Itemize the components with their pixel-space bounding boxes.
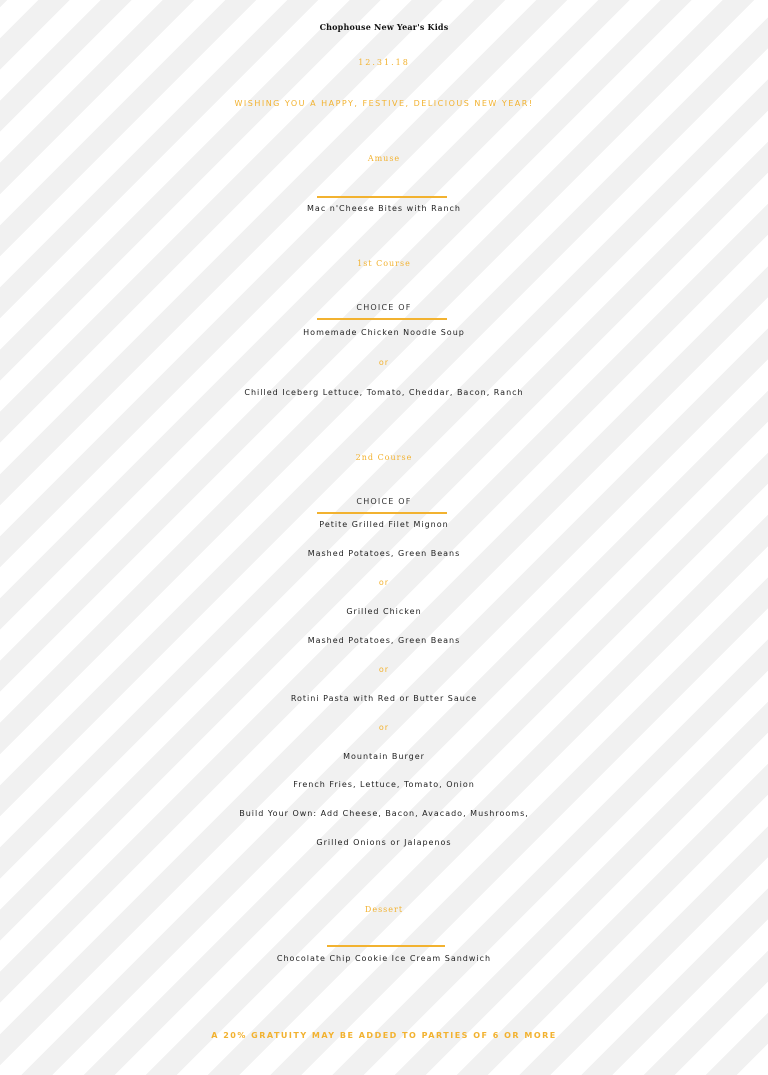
first-course-choice-label: CHOICE OF bbox=[356, 303, 412, 312]
gratuity-note: A 20% GRATUITY MAY BE ADDED TO PARTIES OF 6 OR MORE bbox=[211, 1031, 557, 1040]
second-course-option-1-name: Petite Grilled Filet Mignon bbox=[319, 520, 449, 529]
dessert-heading: Dessert bbox=[364, 905, 404, 914]
first-course-or-1: or bbox=[378, 358, 390, 367]
amuse-underline bbox=[317, 196, 447, 198]
second-course-option-4-build-1: Build Your Own: Add Cheese, Bacon, Avacado, Mushrooms, bbox=[239, 809, 529, 818]
second-course-option-1-sides: Mashed Potatoes, Green Beans bbox=[307, 549, 461, 558]
tagline: WISHING YOU A HAPPY, FESTIVE, DELICIOUS NEW YEAR! bbox=[234, 99, 534, 108]
second-course-option-2-name: Grilled Chicken bbox=[346, 607, 422, 616]
amuse-heading: Amuse bbox=[367, 154, 401, 163]
dessert-underline bbox=[327, 945, 445, 947]
first-course-option-1: Homemade Chicken Noodle Soup bbox=[303, 328, 465, 337]
second-course-or-3: or bbox=[378, 723, 390, 732]
second-course-choice-label: CHOICE OF bbox=[356, 497, 412, 506]
second-course-underline bbox=[317, 512, 447, 514]
second-course-option-4-sides: French Fries, Lettuce, Tomato, Onion bbox=[293, 780, 475, 789]
second-course-heading: 2nd Course bbox=[355, 453, 413, 462]
amuse-item: Mac n'Cheese Bites with Ranch bbox=[307, 204, 461, 213]
second-course-option-4-name: Mountain Burger bbox=[343, 752, 425, 761]
first-course-underline bbox=[317, 318, 447, 320]
second-course-option-2-sides: Mashed Potatoes, Green Beans bbox=[307, 636, 461, 645]
second-course-option-3-name: Rotini Pasta with Red or Butter Sauce bbox=[290, 694, 478, 703]
first-course-heading: 1st Course bbox=[357, 259, 411, 268]
second-course-or-2: or bbox=[378, 665, 390, 674]
dessert-item: Chocolate Chip Cookie Ice Cream Sandwich bbox=[276, 954, 492, 963]
second-course-or-1: or bbox=[378, 578, 390, 587]
menu-date: 12.31.18 bbox=[358, 58, 410, 67]
first-course-option-2: Chilled Iceberg Lettuce, Tomato, Cheddar, Bacon, Ranch bbox=[244, 388, 524, 397]
second-course-option-4-build-2: Grilled Onions or Jalapenos bbox=[316, 838, 452, 847]
menu-title: Chophouse New Year's Kids bbox=[319, 22, 449, 32]
